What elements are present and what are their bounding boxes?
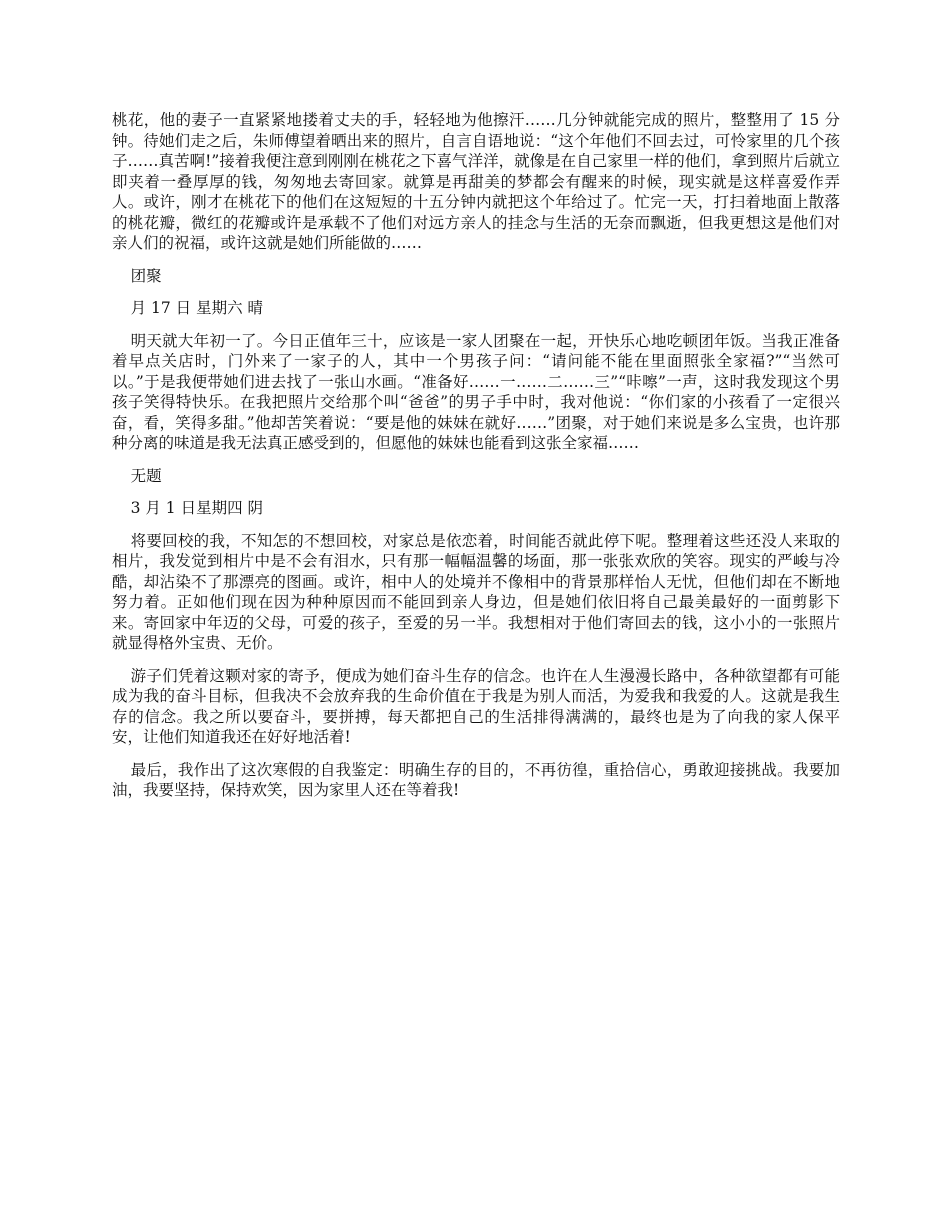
section-title-untitled: 无题	[130, 466, 162, 485]
diary-date-1: 月 17 日 星期六 晴	[130, 299, 264, 317]
paragraph-2: 明天就大年初一了。今日正值年三十，应该是一家人团聚在一起，开快乐心地吃顿团年饭。当我正准备着早点关店时，门外来了一家子的人，其中一个男孩子问：“请问能不能在里面照张全家福?”“当然可以。”于是我便带她们进去找了一张山水画。“准备好……一……二……三”“咔嚓”一声，这时我发现这个男孩子笑得特快乐。在我把照片交给那个叫“爸爸”的男子手中时，我对他说：“你们家的小孩看了一定很兴奋，看，笑得多甜。”他却苦笑着说：“要是他的妹妹在就好……”团聚，对于她们来说是多么宝贵，也许那种分离的味道是我无法真正感受到的，但愿他的妹妹也能看到这张全家福……	[112, 331, 840, 452]
section-title-reunion: 团聚	[130, 266, 162, 285]
paragraph-4: 游子们凭着这颗对家的寄予，便成为她们奋斗生存的信念。也许在人生漫漫长路中，各种欲望都有可能成为我的奋斗目标，但我决不会放弃我的生命价值在于我是为别人而活，为爱我和我爱的人。这就是我生存的信念。我之所以要奋斗，要拼搏，每天都把自己的生活排得满满的，最终也是为了向我的家人保平安，让他们知道我还在好好地活着!	[112, 666, 840, 746]
paragraph-1: 桃花，他的妻子一直紧紧地搂着丈夫的手，轻轻地为他擦汗……几分钟就能完成的照片，整整用了 15 分钟。待她们走之后，朱师傅望着晒出来的照片，自言自语地说：“这个年他们不回去过，可怜家里的几个孩子……真苦啊!”接着我便注意到刚刚在桃花之下喜气洋洋，就像是在自己家里一样的他们，拿到照片后就立即夹着一叠厚厚的钱，匆匆地去寄回家。就算是再甜美的梦都会有醒来的时候，现实就是这样喜爱作弄人。或许，刚才在桃花下的他们在这短短的十五分钟内就把这个年给过了。忙完一天，打扫着地面上散落的桃花瓣，微红的花瓣或许是承载不了他们对远方亲人的挂念与生活的无奈而飘逝，但我更想这是他们对亲人们的祝福，或许这就是她们所能做的……	[112, 111, 840, 252]
paragraph-5: 最后，我作出了这次寒假的自我鉴定：明确生存的目的，不再彷徨，重拾信心，勇敢迎接挑战。我要加油，我要坚持，保持欢笑，因为家里人还在等着我!	[112, 760, 840, 799]
document-body	[112, 110, 840, 813]
paragraph-3: 将要回校的我，不知怎的不想回校，对家总是依恋着，时间能否就此停下呢。整理着这些还没人来取的相片，我发觉到相片中是不会有泪水，只有那一幅幅温馨的场面，那一张张欢欣的笑容。现实的严峻与冷酷，却沾染不了那漂亮的图画。或许，相中人的处境并不像相中的背景那样怡人无忧，但他们却在不断地努力着。正如他们现在因为种种原因而不能回到亲人身边，但是她们依旧将自己最美最好的一面剪影下来。寄回家中年迈的父母，可爱的孩子，至爱的另一半。我想相对于他们寄回去的钱，这小小的一张照片就显得格外宝贵、无价。	[112, 531, 840, 652]
diary-date-2: 3 月 1 日星期四 阴	[130, 499, 264, 517]
